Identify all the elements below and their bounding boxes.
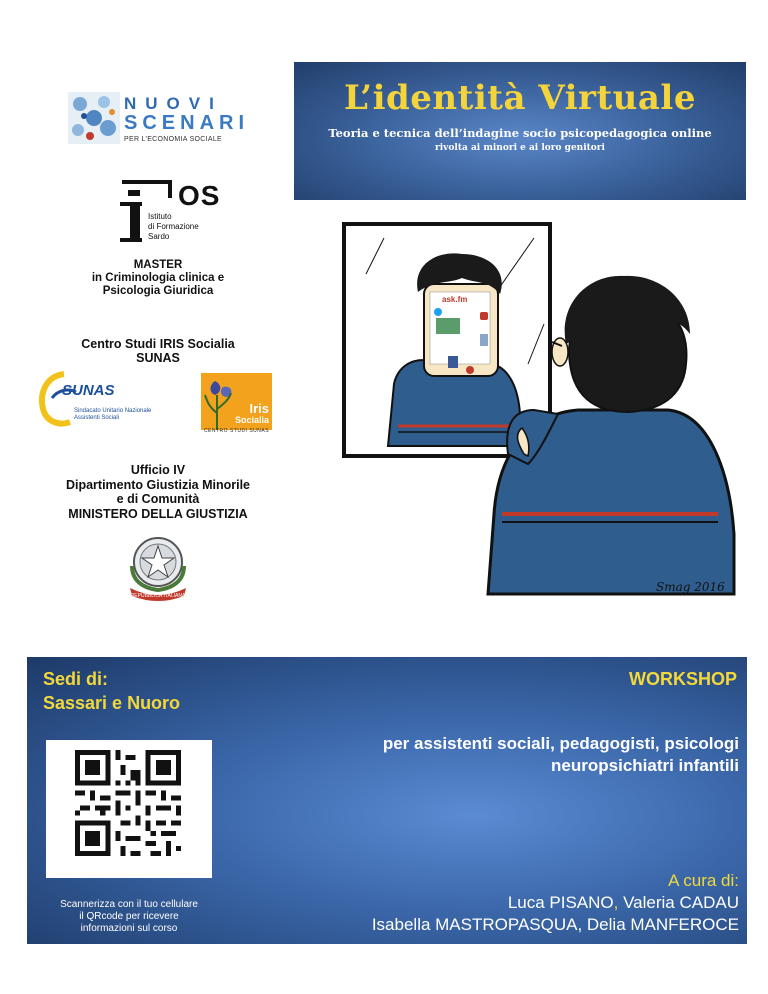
nuovi-scenari-logo xyxy=(68,92,268,148)
audience-text xyxy=(383,733,739,777)
sunas-sub-line: Sindacato Unitario Nazionale xyxy=(74,408,152,414)
authors-list xyxy=(372,892,739,936)
ministry-line: MINISTERO DELLA GIUSTIZIA xyxy=(68,506,248,521)
ministry-text xyxy=(20,463,296,521)
ministry-line: Dipartimento Giustizia Minorile xyxy=(65,477,251,492)
ifos-sub-line: Sardo xyxy=(148,232,170,241)
audience-line: neuropsichiatri infantili xyxy=(551,756,739,775)
ifos-logo xyxy=(118,176,238,246)
mirror-illustration xyxy=(338,214,738,614)
nuovi-scenari-line1: NUOVI xyxy=(124,94,223,113)
nuovi-scenari-mark-icon xyxy=(68,92,120,144)
iris-line: Centro Studi IRIS Socialia xyxy=(81,337,235,351)
ifos-letters: OS xyxy=(178,180,221,211)
master-text xyxy=(20,259,296,298)
sunas-logo xyxy=(34,368,184,430)
artist-signature: Smag 2016 xyxy=(656,580,725,594)
instagram-icon xyxy=(480,312,488,320)
ifos-sub-line: Istituto xyxy=(148,212,172,221)
iris-line: SUNAS xyxy=(136,351,180,365)
iris-word-secondary: Socialia xyxy=(234,415,269,425)
profile-thumbnail xyxy=(480,334,488,346)
sunas-subtitle xyxy=(74,408,151,422)
qr-code[interactable] xyxy=(46,740,212,878)
facebook-icon xyxy=(448,356,458,368)
iris-text xyxy=(20,337,296,365)
twitter-icon xyxy=(434,308,442,316)
master-line: Psicologia Giuridica xyxy=(102,285,214,297)
master-line: MASTER xyxy=(133,259,183,271)
iris-word: Iris xyxy=(249,401,269,416)
sunas-sub-line: Assistenti Sociali xyxy=(74,415,120,421)
iris-centro-caption: CENTRO STUDI SUNAS xyxy=(203,428,270,434)
sunas-word: SUNAS xyxy=(62,382,115,399)
iris-socialia-logo xyxy=(201,373,272,430)
author-name: Luca PISANO xyxy=(507,893,614,912)
title-banner xyxy=(294,62,746,200)
qr-caption-line: Scannerizza con il tuo cellulare xyxy=(60,899,198,910)
pinterest-icon xyxy=(466,366,474,374)
nuovi-scenari-line3: PER L’ECONOMIA SOCIALE xyxy=(124,136,223,143)
workshop-panel xyxy=(27,657,747,944)
author-separator: , xyxy=(613,893,619,912)
ministry-line: Ufficio IV xyxy=(130,463,186,477)
qr-caption-line: informazioni sul corso xyxy=(80,923,178,934)
emblem-ribbon-text: REPUBBLICA ITALIANA xyxy=(130,593,186,599)
qr-caption-line: il QRcode per ricevere xyxy=(79,911,179,922)
photo-thumbnail xyxy=(436,318,460,334)
page-subtitle-secondary: rivolta ai minori e ai loro genitori xyxy=(435,143,605,153)
master-line: in Criminologia clinica e xyxy=(91,272,225,284)
workshop-heading: WORKSHOP xyxy=(629,669,737,689)
page-subtitle: Teoria e tecnica dell’indagine socio psicopedagogica online xyxy=(328,126,712,140)
ifos-sub-line: di Formazione xyxy=(148,222,199,231)
qr-caption xyxy=(27,899,231,935)
locations-heading: Sedi di: xyxy=(43,669,109,689)
qr-code-icon xyxy=(75,750,181,856)
ifos-subtitle xyxy=(148,212,199,242)
ask-fm-label: ask.fm xyxy=(442,295,468,304)
authors-line: Isabella MASTROPASQUA, Delia MANFEROCE xyxy=(371,915,739,934)
nuovi-scenari-line2: SCENARI xyxy=(124,112,250,134)
italian-republic-emblem-icon xyxy=(118,530,198,602)
audience-line: per assistenti sociali, pedagogisti, psicologi xyxy=(382,734,739,753)
page-title: L’identità Virtuale xyxy=(344,78,696,118)
locations-names: Sassari e Nuoro xyxy=(43,693,181,713)
locations-text xyxy=(43,667,180,715)
curated-by-label: A cura di: xyxy=(668,871,739,890)
author-name: Valeria CADAU xyxy=(618,893,739,912)
ministry-line: e di Comunità xyxy=(116,492,200,506)
authors-line xyxy=(372,892,739,914)
